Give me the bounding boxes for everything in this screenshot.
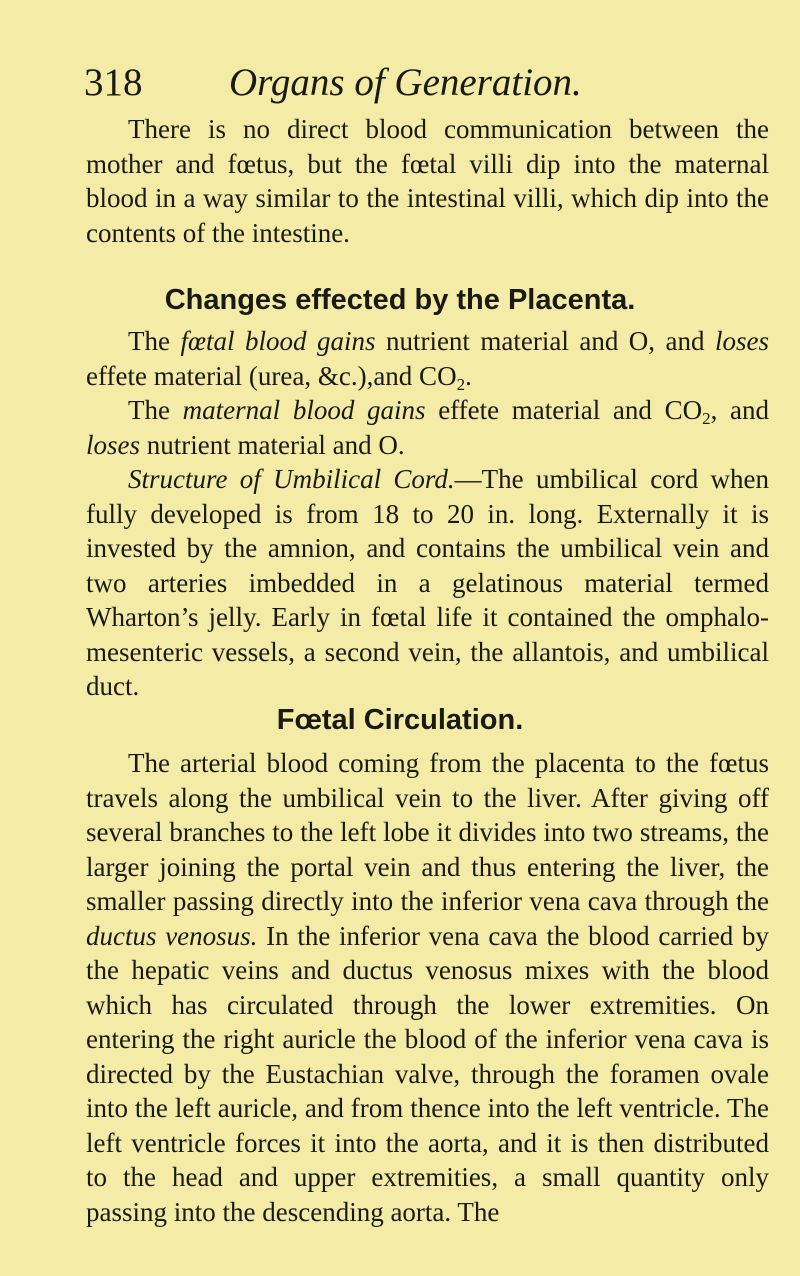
intro-block — [86, 112, 769, 250]
heading-placenta: Changes effected by the Placenta. — [164, 284, 636, 316]
paragraph-foetal-blood: The fœtal blood gains nutrient material and O, and loses effete material (urea, &c.),and $CO_2$. — [86, 326, 770, 394]
emphasis-maternal-blood-gains: maternal blood gains — [182, 395, 426, 425]
emphasis-loses: loses — [86, 429, 140, 460]
running-title: Organs of Generation. — [229, 61, 582, 104]
emphasis-loses: loses — [715, 326, 770, 356]
emphasis-structure-umbilical-cord: Structure of Umbilical Cord. — [128, 464, 455, 494]
emphasis-foetal-blood-gains: fœtal blood gains — [180, 326, 376, 356]
paragraph-maternal-blood: The maternal blood gains effete material and $CO_2$, and loses nutrient material and O. — [86, 395, 769, 460]
heading-foetal-circulation: Fœtal Circulation. — [276, 704, 524, 736]
intro-paragraph: There is no direct blood communication between the mother and fœtus, but the fœtal villi dip into the maternal blood in a way similar to the intestinal villi, which dip into the contents of the intestine. — [86, 114, 769, 248]
page-number: 318 — [84, 61, 143, 104]
emphasis-ductus-venosus: ductus venosus. — [86, 920, 258, 951]
subscript-two: 2 — [456, 374, 466, 394]
subscript-two: 2 — [702, 409, 711, 428]
paragraph-umbilical-cord: Structure of Umbilical Cord.—The umbilical cord when fully developed is from 18 to 20 in. long. Externally it is invested by the amnion, and contains the umbilical vein and two arteries imbedded in a gelatinous material termed Wharton’s jelly. Early in fœtal life it contained the omphalo-mesenteric vessels, a second vein, the allantois, and umbilical duct. — [86, 464, 769, 701]
running-head — [84, 58, 774, 108]
paragraph-foetal-circulation: The arterial blood coming from the placenta to the fœtus travels along the umbilical vein to the liver. After giving off several branches to the left lobe it divides into two streams, the larger joining the portal vein and thus entering the liver, the smaller passing directly into the inferior vena cava through the ductus venosus. In the inferior vena cava the blood carried by the hepatic veins and ductus venosus mixes with the blood which has circulated through the lower extremities. On entering the right auricle the blood of the inferior vena cava is directed by the Eustachian valve, through the foramen ovale into the left auricle, and from thence into the left ventricle. The left ventricle forces it into the aorta, and it is then distributed to the head and upper extremities, a small quantity only passing into the descending aorta. The — [86, 748, 770, 1227]
placenta-block — [86, 324, 769, 704]
circulation-block — [86, 746, 769, 1229]
